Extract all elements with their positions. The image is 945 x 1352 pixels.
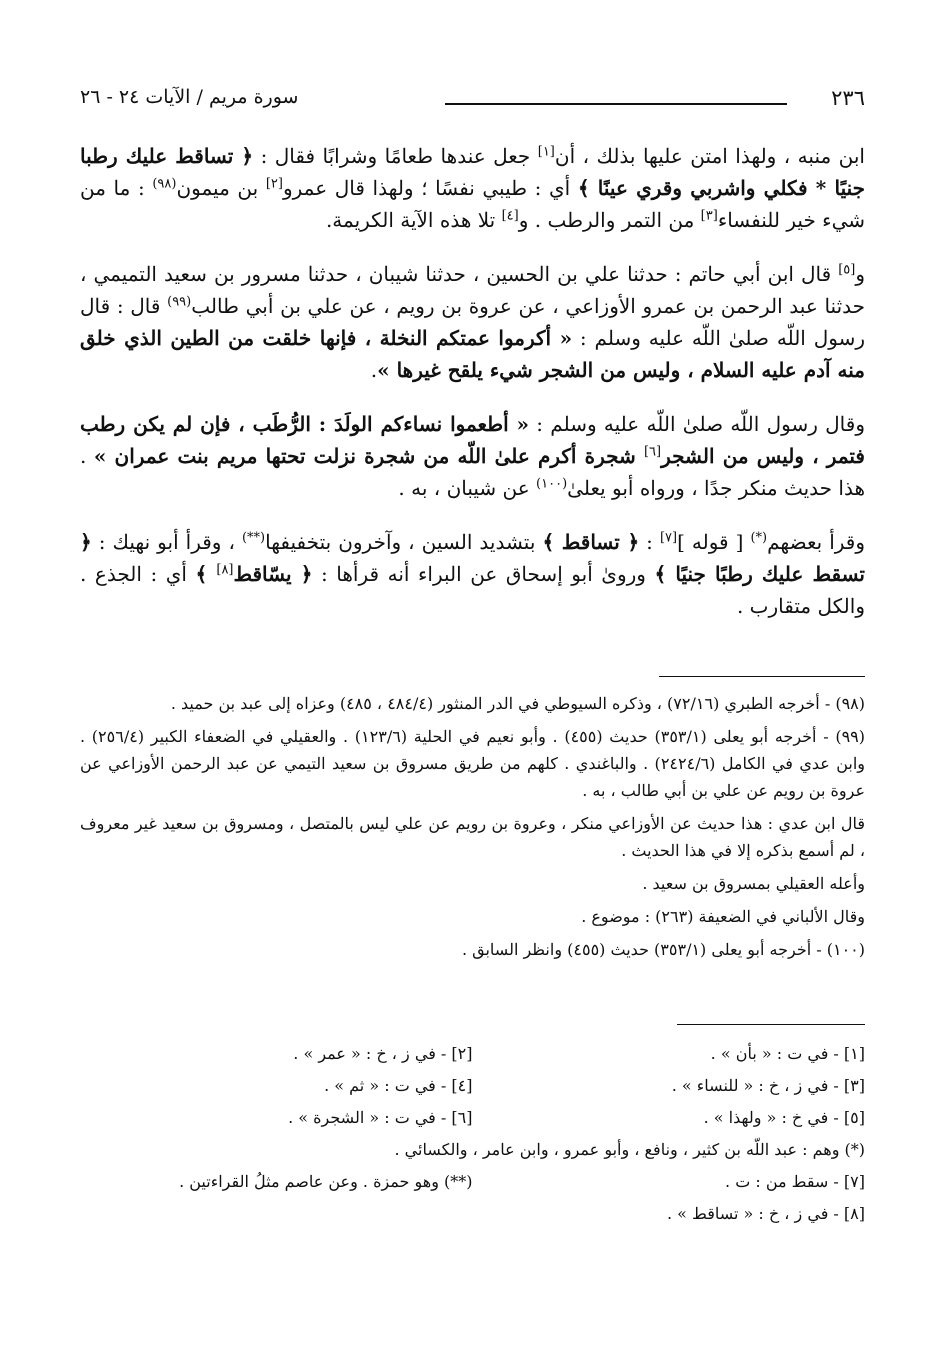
variant-ref: [٣]	[700, 208, 718, 224]
hadith-quote: « أطعموا نساءكم الولَدَ : الرُّطَب ، فإن لم يكن رطب فتمر ، وليس من الشجر	[80, 412, 865, 468]
text-run: أي : طيبي نفسًا ؛ ولهذا قال عمرو	[282, 176, 578, 200]
page-header	[80, 86, 865, 120]
variant-ref: (**)	[241, 530, 266, 546]
paragraph-1	[80, 140, 865, 236]
variant-note: [٢] - في ز ، خ : « عمر » .	[293, 1044, 473, 1063]
quran-quote: ﴾	[195, 562, 217, 586]
variant-note: [٤] - في ت : « ثم » .	[324, 1076, 473, 1095]
variant-ref: [٤]	[501, 208, 519, 224]
reader-note: (**) وهو حمزة . وعن عاصم مثلُ القراءتين .	[179, 1172, 473, 1191]
footnote-100: (١٠٠) - أخرجه أبو يعلى (٣٥٣/١) حديث (٤٥٥) وانظر السابق .	[461, 940, 865, 959]
footnote-98: (٩٨) - أخرجه الطبري (٧٢/١٦) ، وذكره السيوطي في الدر المنثور (٤٨٤/٤ ، ٤٨٥) وعزاه إلى عبد بن حميد .	[170, 694, 865, 713]
footnote-99-note: وأعله العقيلي بمسروق بن سعيد .	[642, 874, 865, 893]
variant-ref: [٢]	[265, 176, 283, 192]
variant-row	[80, 1166, 865, 1198]
footnote-ref: (١٠٠)	[536, 476, 568, 492]
paragraph-4	[80, 526, 865, 622]
variant-ref: [٥]	[838, 262, 856, 278]
variant-row	[80, 1198, 865, 1230]
variant-note: [٣] - في ز ، خ : « للنساء » .	[671, 1076, 865, 1095]
footnote-99: (٩٩) - أخرجه أبو يعلى (٣٥٣/١) حديث (٤٥٥) . وأبو نعيم في الحلية (١٢٣/٦) . والعقيلي في الضعفاء الكبير (٢٥٦/٤) . وابن عدي في الكامل (٢٤٢٤/٦) . والباغندي . كلهم من طريق مسروق بن سعيد التيمي عن عبد الرحمن الأوزاعي عن عروة بن رويم عن علي بن أبي طالب ، به .	[80, 727, 866, 800]
variant-ref: [٨]	[216, 562, 234, 578]
footnotes	[80, 690, 865, 969]
variants-rule	[677, 1024, 865, 1025]
text-run: بن ميمون	[176, 176, 266, 200]
text-run: :	[639, 530, 660, 554]
manuscript-variants	[80, 1038, 865, 1230]
text-run: وروىٰ أبو إسحاق عن البراء أنه قرأها :	[312, 562, 655, 586]
variant-row	[80, 1134, 865, 1166]
text-run: تلا هذه الآية الكريمة.	[325, 208, 502, 232]
variant-note: [٧] - سقط من : ت .	[725, 1172, 865, 1191]
text-run: : ما من شيء خير للنفساء	[80, 176, 865, 232]
variant-note: [١] - في ت : « بأن » .	[710, 1044, 865, 1063]
text-run: قال : قال رسول اللّه صلىٰ اللّه عليه وسلم :	[80, 294, 865, 350]
quran-quote: ﴿ تساقط عليك رطبا جنيًا * فكلي واشربي وقري عينًا ﴾	[80, 144, 866, 200]
text-run: أي : الجذع . والكل متقارب .	[80, 562, 865, 618]
main-text	[80, 140, 865, 622]
text-run: . هذا حديث منكر جدًا ، ورواه أبو يعلىٰ	[80, 444, 865, 500]
variant-row	[80, 1102, 865, 1134]
variant-ref: (*)	[750, 530, 768, 546]
footnote-rule	[659, 676, 865, 677]
text-run: ابن منبه ، ولهذا امتن عليها بذلك ، أن	[554, 144, 865, 168]
quran-quote: ﴿ تساقط ﴾	[542, 530, 640, 554]
running-title: سورة مريم / الآيات ٢٤ - ٢٦	[80, 86, 299, 108]
quran-quote: ﴿ تسقط عليك رطبًا جنيًا ﴾	[80, 530, 865, 586]
text-run: بتشديد السين ، وآخرون بتخفيفها	[265, 530, 543, 554]
text-run: وقرأ بعضهم	[767, 530, 866, 554]
text-run: .	[370, 358, 378, 382]
paragraph-3	[80, 408, 865, 504]
footnote-ref: (٩٨)	[152, 176, 177, 192]
text-run: جعل عندها طعامًا وشرابًا فقال :	[253, 144, 538, 168]
text-run: عن شيبان ، به .	[398, 476, 537, 500]
hadith-quote: « أكرموا عمتكم النخلة ، فإنها خلقت من الطين الذي خلق منه آدم عليه السلام ، وليس من الشجر شيء يلقح غيرها »	[80, 326, 865, 382]
quran-quote: ﴿ يسّاقط	[233, 562, 313, 586]
footnote-99-note: قال ابن عدي : هذا حديث عن الأوزاعي منكر ، وعروة بن رويم عن علي ليس بالمتصل ، ومسروق بن سعيد غير معروف ، لم أسمع بذكره إلا في هذا الحديث .	[80, 814, 865, 860]
reader-note: (*) وهم : عبد اللّه بن كثير ، ونافع ، وأبو عمرو ، وابن عامر ، والكسائي .	[394, 1140, 865, 1159]
variant-row	[80, 1038, 865, 1070]
variant-ref: [١]	[537, 144, 555, 160]
header-rule	[445, 103, 787, 105]
variant-row	[80, 1070, 865, 1102]
hadith-quote: شجرة أكرم علىٰ اللّه من شجرة نزلت تحتها مريم بنت عمران »	[93, 444, 644, 468]
text-run: وقال رسول اللّه صلىٰ اللّه عليه وسلم :	[529, 412, 865, 436]
text-run: قال ابن أبي حاتم : حدثنا علي بن الحسين ، حدثنا شيبان ، حدثنا مسرور بن سعيد التميمي ، حدثنا عبد الرحمن بن عمرو الأوزاعي ، عن عروة بن رويم ، عن علي بن أبي طالب	[80, 262, 865, 318]
footnote-99-note: وقال الألباني في الضعيفة (٢٦٣) : موضوع .	[581, 907, 865, 926]
page-number: ٢٣٦	[831, 86, 865, 110]
variant-note: [٦] - في ت : « الشجرة » .	[288, 1108, 473, 1127]
text-run: ، وقرأ أبو نهيك :	[91, 530, 242, 554]
text-run: و	[855, 262, 865, 286]
variant-ref: [٦]	[643, 444, 662, 460]
text-run: من التمر والرطب . و	[518, 208, 701, 232]
variant-ref: [٧]	[659, 530, 678, 546]
paragraph-2	[80, 258, 865, 386]
variant-note: [٨] - في ز ، خ : « تساقط » .	[666, 1204, 865, 1223]
footnote-ref: (٩٩)	[167, 294, 192, 310]
text-run: [ قوله ]	[677, 530, 751, 554]
variant-note: [٥] - في خ : « ولهذا » .	[703, 1108, 865, 1127]
